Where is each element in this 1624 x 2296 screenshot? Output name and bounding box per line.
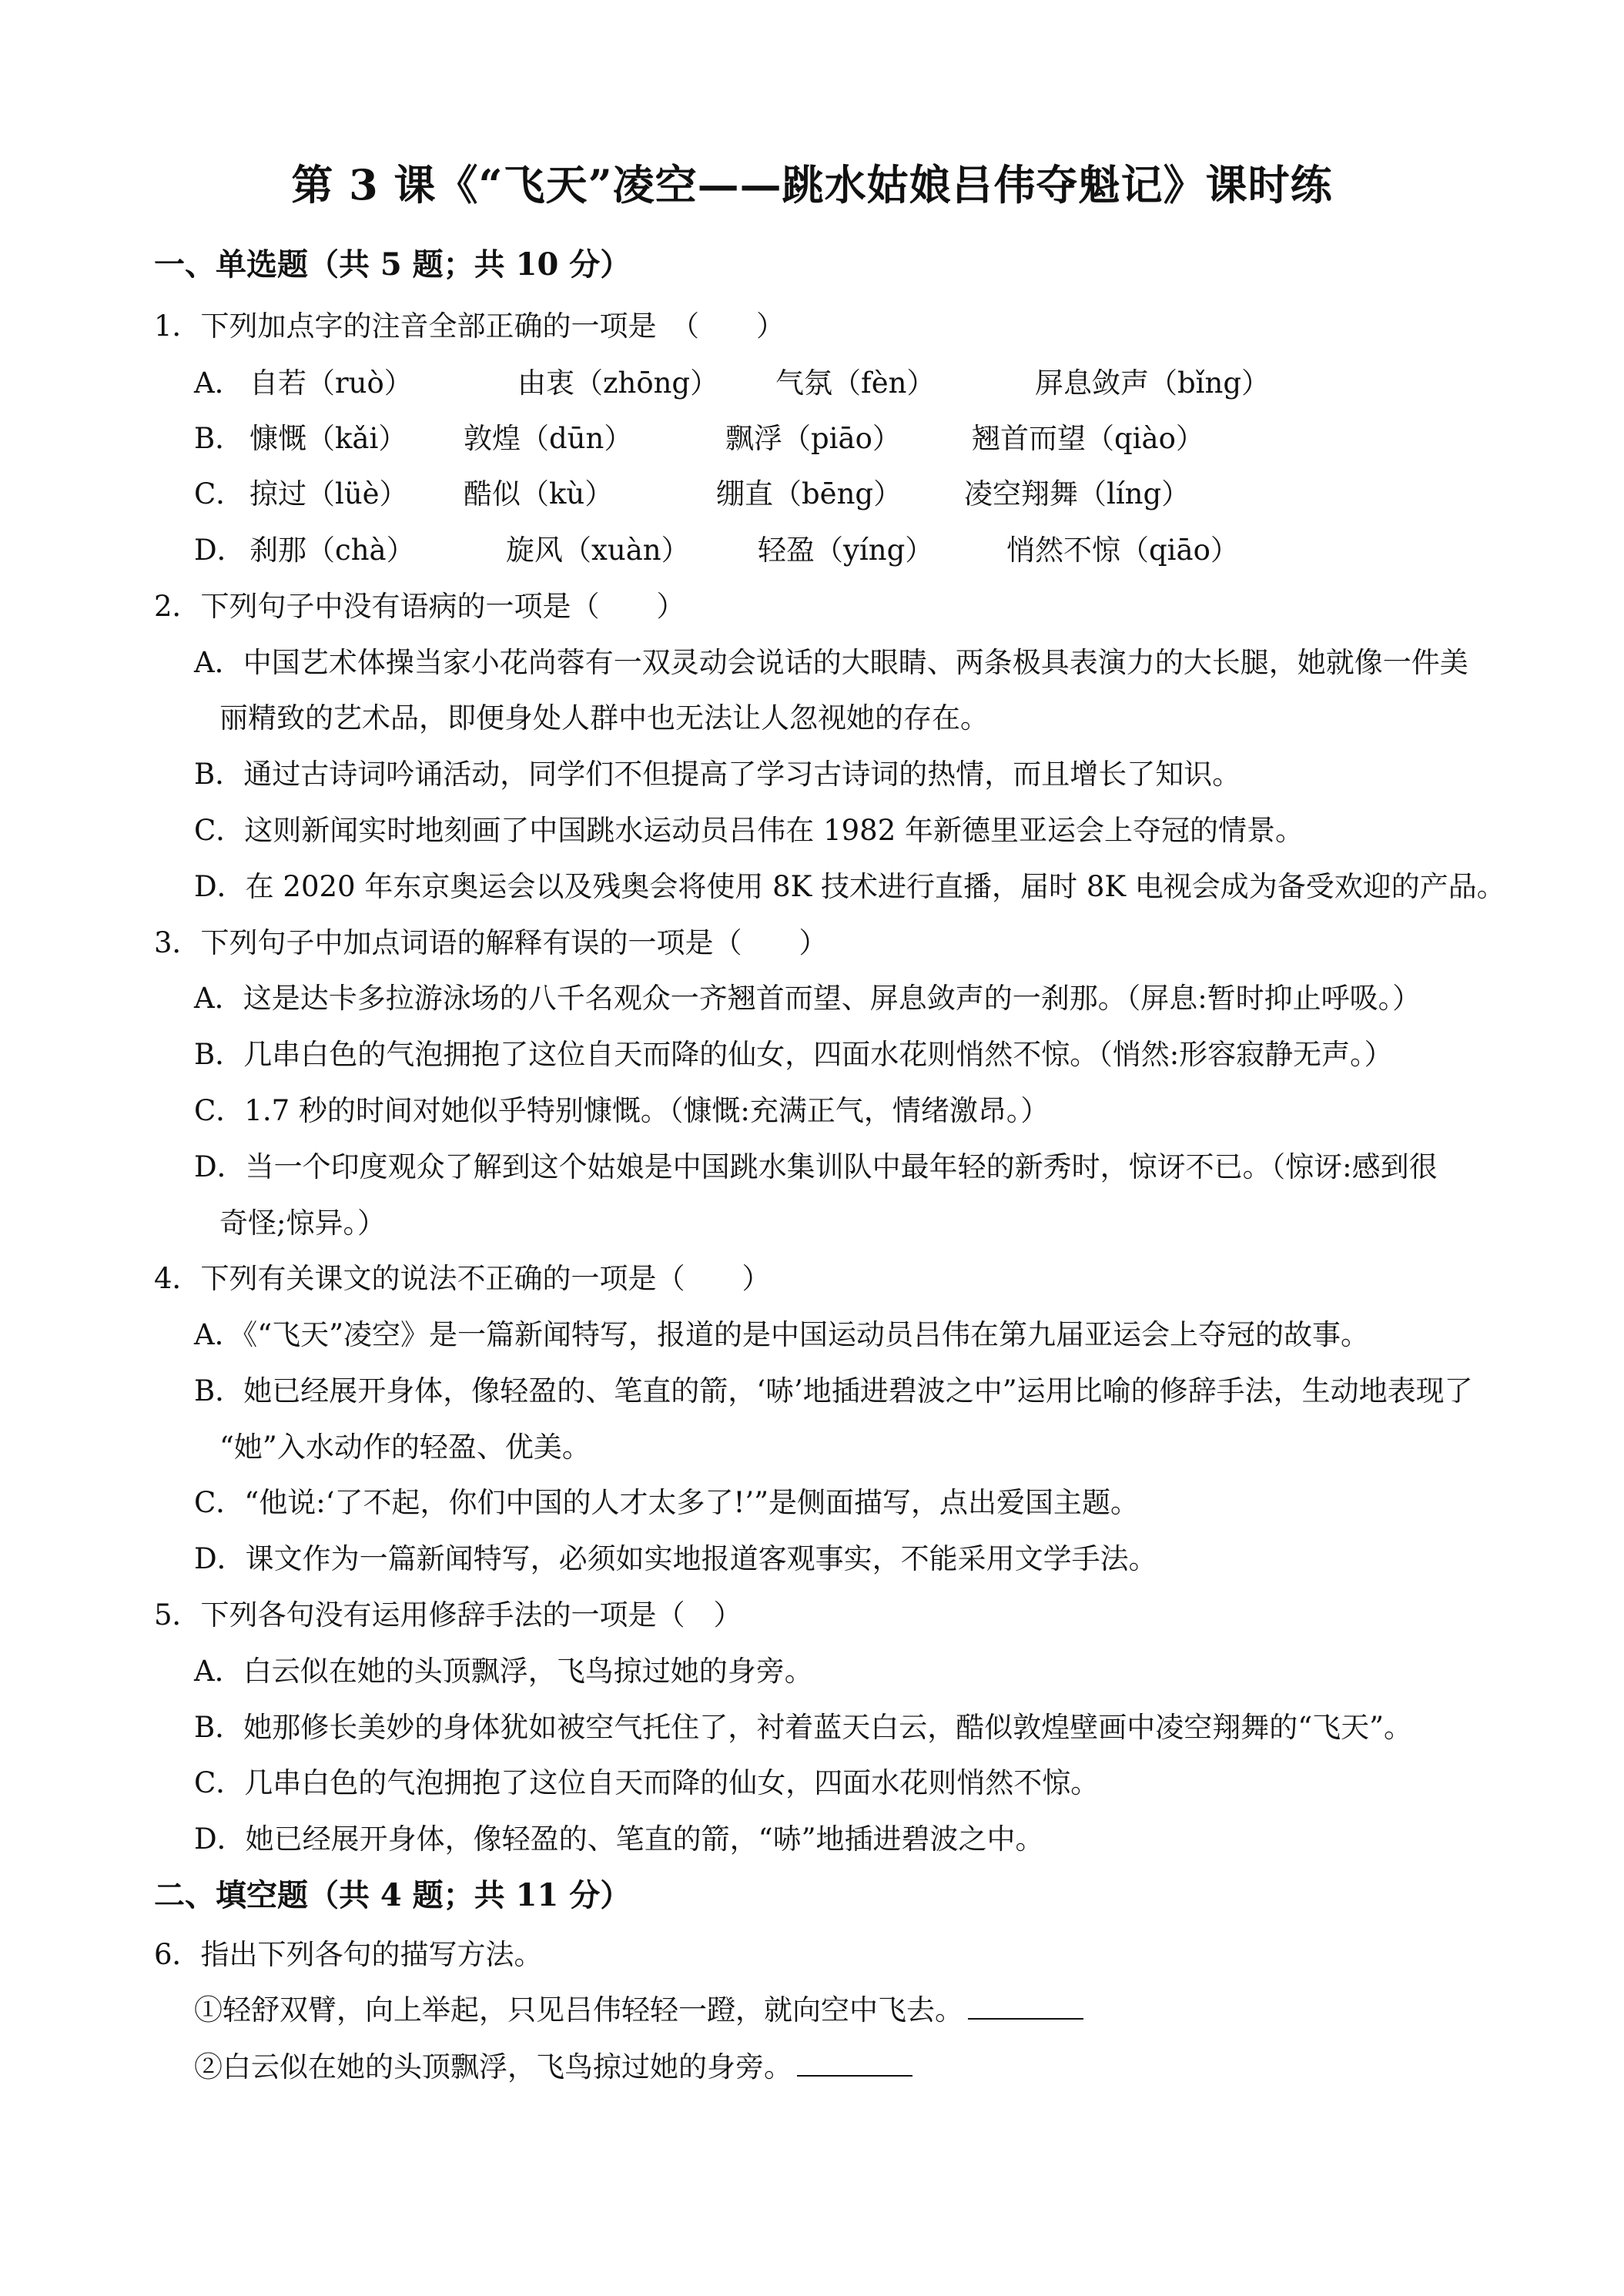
question-4-option-c: C．“他说:‘了不起，你们中国的人才太多了!’”是侧面描写，点出爱国主题。	[194, 1486, 1139, 1519]
option-item: 自若（ruò）	[249, 366, 413, 400]
option-letter: D．	[194, 534, 246, 567]
question-2-option-d: D．在 2020 年东京奥运会以及残奥会将使用 8K 技术进行直播，届时 8K 电视会成为备受欢迎的产品。	[194, 870, 1505, 903]
question-2-option-b: B．通过古诗词吟诵活动，同学们不但提高了学习古诗词的热情，而且增长了知识。	[194, 758, 1241, 791]
option-item: 掠过（lüè）	[249, 477, 408, 510]
answer-blank[interactable]	[968, 1992, 1083, 2020]
question-5-option-c: C．几串白色的气泡拥抱了这位自天而降的仙女，四面水花则悄然不惊。	[194, 1766, 1100, 1799]
question-5-option-d: D．她已经展开身体，像轻盈的、笔直的箭，“哧”地插进碧波之中。	[194, 1822, 1044, 1856]
answer-blank[interactable]	[797, 2049, 912, 2077]
question-2-option-a: A．中国艺术体操当家小花尚蓉有一双灵动会说话的大眼睛、两条极具表演力的大长腿，她就像一件美	[194, 646, 1468, 679]
option-item: 气氛（fèn）	[775, 366, 936, 400]
option-item: 酷似（kù）	[464, 477, 614, 510]
question-5-option-b: B．她那修长美妙的身体犹如被空气托住了，衬着蓝天白云，酷似敦煌壁画中凌空翔舞的“飞天”。	[194, 1711, 1413, 1744]
question-4-option-b-cont: “她”入水动作的轻盈、优美。	[219, 1431, 591, 1464]
question-2-option-c: C．这则新闻实时地刻画了中国跳水运动员吕伟在 1982 年新德里亚运会上夺冠的情景。	[194, 814, 1304, 847]
option-letter: B．	[194, 422, 244, 455]
question-2-option-a-cont: 丽精致的艺术品，即便身处人群中也无法让人忽视她的存在。	[219, 701, 989, 735]
section-heading-fill-blank: 二、填空题（共 4 题；共 11 分）	[154, 1877, 631, 1913]
option-item: 屏息敛声（bǐng）	[1035, 366, 1271, 400]
question-6-sentence-1	[194, 1986, 1083, 2028]
question-4-option-a: A．《“飞天”凌空》是一篇新闻特写，报道的是中国运动员吕伟在第九届亚运会上夺冠的故事。	[194, 1318, 1370, 1351]
option-item: 刹那（chà）	[249, 534, 415, 567]
question-3-option-d-cont: 奇怪;惊异。）	[219, 1207, 386, 1240]
option-item: 凌空翔舞（líng）	[964, 477, 1190, 510]
option-item: 敦煌（dūn）	[464, 422, 633, 455]
sentence-text: ①轻舒双臂，向上举起，只见吕伟轻轻一蹬，就向空中飞去。	[194, 1993, 963, 2027]
option-item: 慷慨（kǎi）	[249, 422, 407, 455]
question-2-stem: 2．下列句子中没有语病的一项是（ ）	[154, 590, 685, 623]
question-5-option-a: A．白云似在她的头顶飘浮，飞鸟掠过她的身旁。	[194, 1655, 813, 1688]
question-4-option-d: D．课文作为一篇新闻特写，必须如实地报道客观事实，不能采用文学手法。	[194, 1542, 1157, 1575]
question-6-stem: 6．指出下列各句的描写方法。	[154, 1938, 543, 1971]
section-heading-single-choice: 一、单选题（共 5 题；共 10 分）	[154, 246, 631, 283]
option-item: 旋风（xuàn）	[506, 534, 690, 567]
question-3-option-d: D．当一个印度观众了解到这个姑娘是中国跳水集训队中最年轻的新秀时，惊讶不已。（惊讶:感到很	[194, 1150, 1438, 1183]
option-item: 翘首而望（qiào）	[972, 422, 1204, 455]
option-item: 绷直（bēng）	[716, 477, 902, 510]
question-3-stem: 3．下列句子中加点词语的解释有误的一项是（ ）	[154, 926, 828, 959]
option-item: 由衷（zhōng）	[517, 366, 719, 400]
page-title: 第 3 课《“飞天”凌空——跳水姑娘吕伟夺魁记》课时练	[291, 160, 1333, 209]
question-4-stem: 4．下列有关课文的说法不正确的一项是（ ）	[154, 1262, 771, 1295]
question-4-option-b: B．她已经展开身体，像轻盈的、笔直的箭，‘哧’地插进碧波之中”运用比喻的修辞手法，生动地表现了	[194, 1374, 1473, 1407]
question-6-sentence-2	[194, 2043, 912, 2085]
option-item: 飘浮（piāo）	[725, 422, 901, 455]
question-3-option-b: B．几串白色的气泡拥抱了这位自天而降的仙女，四面水花则悄然不惊。（悄然:形容寂静无声。）	[194, 1038, 1393, 1071]
option-letter: A．	[194, 366, 243, 400]
option-item: 悄然不惊（qiāo）	[1006, 534, 1239, 567]
option-item: 轻盈（yíng）	[758, 534, 934, 567]
question-3-option-a: A．这是达卡多拉游泳场的八千名观众一齐翘首而望、屏息敛声的一刹那。（屏息:暂时抑止呼吸。）	[194, 982, 1421, 1015]
sentence-text: ②白云似在她的头顶飘浮，飞鸟掠过她的身旁。	[194, 2050, 792, 2083]
question-1-stem: 1．下列加点字的注音全部正确的一项是 （ ）	[154, 310, 785, 343]
option-letter: C．	[194, 477, 245, 510]
question-3-option-c: C．1.7 秒的时间对她似乎特别慷慨。（慷慨:充满正气，情绪激昂。）	[194, 1094, 1050, 1127]
question-5-stem: 5．下列各句没有运用修辞手法的一项是（ ）	[154, 1598, 742, 1632]
